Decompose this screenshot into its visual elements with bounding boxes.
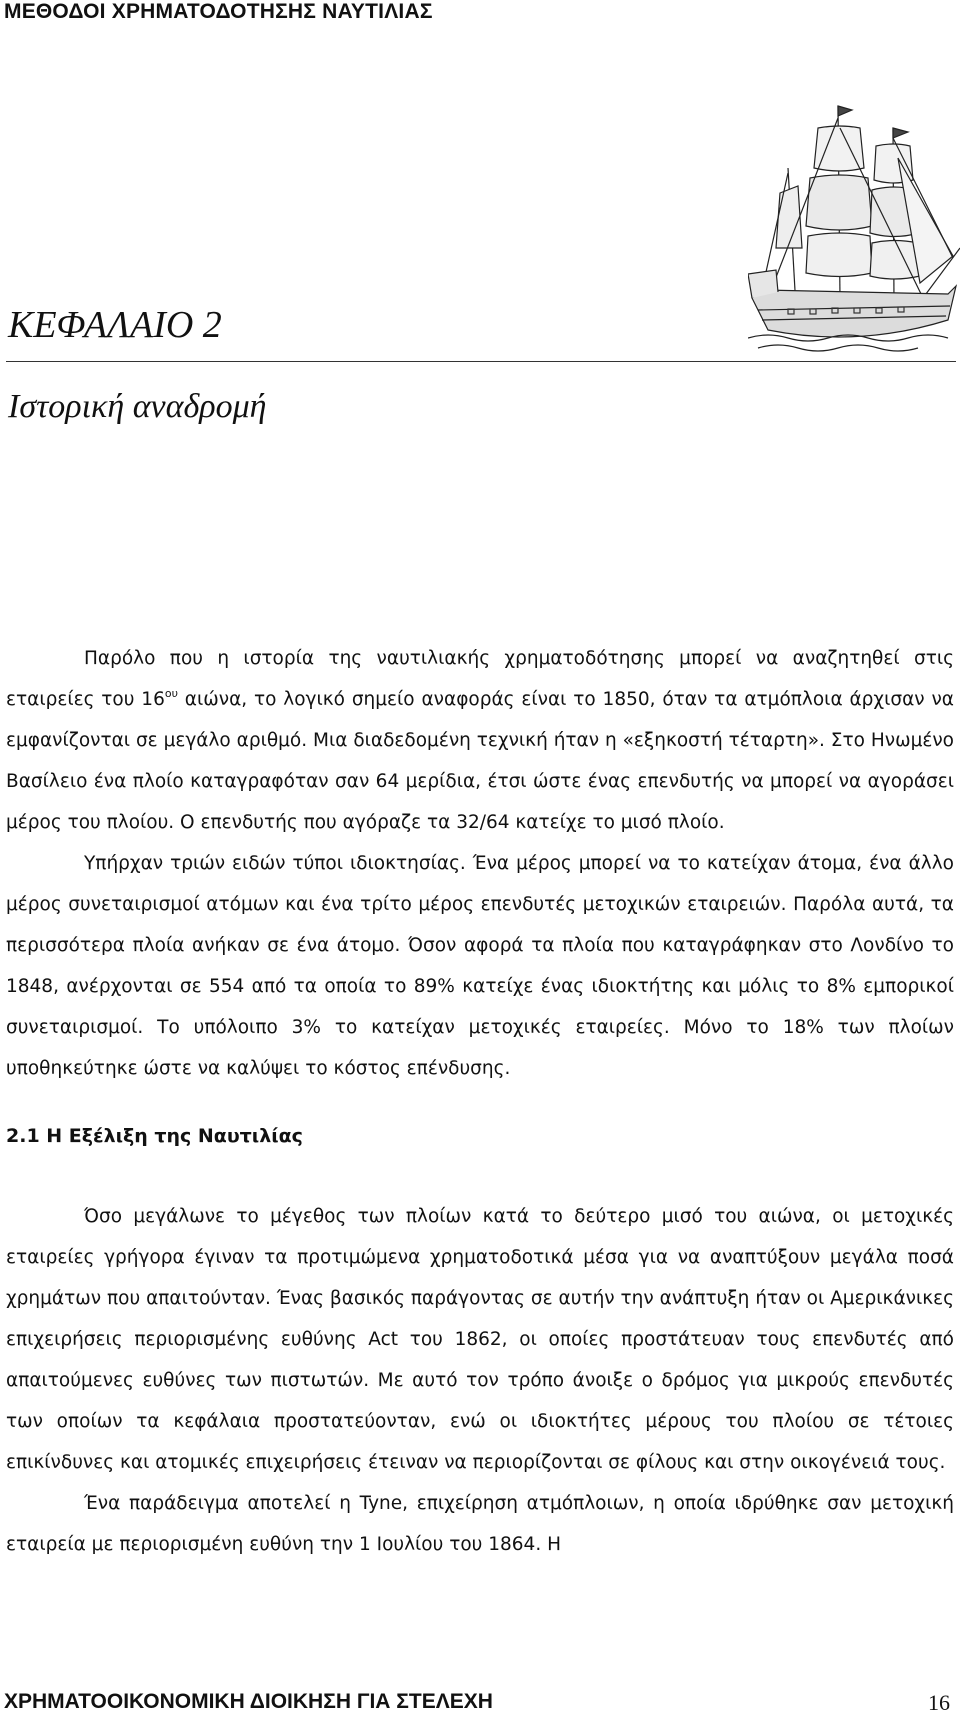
section-paragraph-2: Ένα παράδειγμα αποτελεί η Tyne, επιχείρηση ατμόπλοιων, η οποία ιδρύθηκε σαν μετοχική εταιρεία με περιορισμένη ευθύνη την 1 Ιουλίου του 1864. Η (6, 1493, 954, 1555)
intro-paragraph-1: Παρόλο που η ιστορία της ναυτιλιακής χρηματοδότησης μπορεί να αναζητηθεί στις εταιρείες του $16^{o\upsilon}$ αιώνα, το λογικό σημείο αναφοράς είναι το 1850, όταν τα ατμόπλοια άρχισαν να εμφανίζονται σε μεγάλο αριθμό. Μια διαδεδομένη τεχνική ήταν η «εξηκοστή τέταρτη». Στο Ηνωμένο Βασίλειο ένα πλοίο καταγραφόταν σαν 64 μερίδια, έτσι ώστε ένας επενδυτής να μπορεί να αγοράσει μέρος του πλοίου. Ο επενδυτής που αγόραζε τα 32/64 κατείχε το μισό πλοίο. (6, 648, 954, 833)
section-text (6, 1196, 954, 1565)
running-header: ΜΕΘΟΔΟΙ ΧΡΗΜΑΤΟΔΟΤΗΣΗΣ ΝΑΥΤΙΛΙΑΣ (4, 0, 433, 23)
chapter-divider (6, 361, 956, 362)
intro-text (6, 638, 954, 1089)
chapter-subtitle: Ιστορική αναδρομή (8, 388, 267, 425)
intro-paragraph-2: Υπήρχαν τριών ειδών τύποι ιδιοκτησίας. Ένα μέρος μπορεί να το κατείχαν άτομα, ένα άλλο μέρος συνεταιρισμοί ατόμων και ένα τρίτο μέρος επενδυτές μετοχικών εταιρειών. Παρόλα αυτά, τα περισσότερα πλοία ανήκαν σε ένα άτομο. Όσον αφορά τα πλοία που καταγράφηκαν στο Λονδίνο το 1848, ανέρχονται σε 554 από τα οποία το 89% κατείχε ένας ιδιοκτήτης και μόλις το 8% εμπορικοί συνεταιρισμοί. Το υπόλοιπο 3% το κατείχαν μετοχικές εταιρείες. Μόνο το 18% των πλοίων υποθηκεύτηκε ώστε να καλύψει το κόστος επένδυσης. (6, 853, 954, 1079)
ordinal-superscript: ου (164, 686, 178, 700)
chapter-title: ΚΕΦΑΛΑΙΟ 2 (8, 304, 222, 346)
section-heading: 2.1 Η Εξέλιξη της Ναυτιλίας (6, 1125, 303, 1147)
sailing-ship-engraving-icon (748, 98, 960, 356)
footer-book-title: ΧΡΗΜΑΤΟΟΙΚΟΝΟΜΙΚΗ ΔΙΟΙΚΗΣΗ ΓΙΑ ΣΤΕΛΕΧΗ (4, 1690, 493, 1713)
page-number: 16 (928, 1690, 950, 1715)
section-paragraph-1: Όσο μεγάλωνε το μέγεθος των πλοίων κατά το δεύτερο μισό του αιώνα, οι μετοχικές εταιρείες γρήγορα έγιναν τα προτιμώμενα χρηματοδοτικά μέσα για να αναπτύξουν μεγάλα ποσά χρημάτων που απαιτούνταν. Ένας βασικός παράγοντας σε αυτήν την ανάπτυξη ήταν οι Αμερικάνικες επιχειρήσεις περιορισμένης ευθύνης Act του 1862, οι οποίες προστάτευαν τους επενδυτές από απαιτούμενες ευθύνες των πιστωτών. Με αυτό τον τρόπο άνοιξε ο δρόμος για μικρούς επενδυτές των οποίων τα κεφάλαια προστατεύονταν, ενώ οι ιδιοκτήτες μέρους του πλοίου σε τέτοιες επικίνδυνες και ατομικές επιχειρήσεις έτειναν να περιορίζονται σε φίλους και στην οικογένειά τους. (6, 1206, 954, 1473)
